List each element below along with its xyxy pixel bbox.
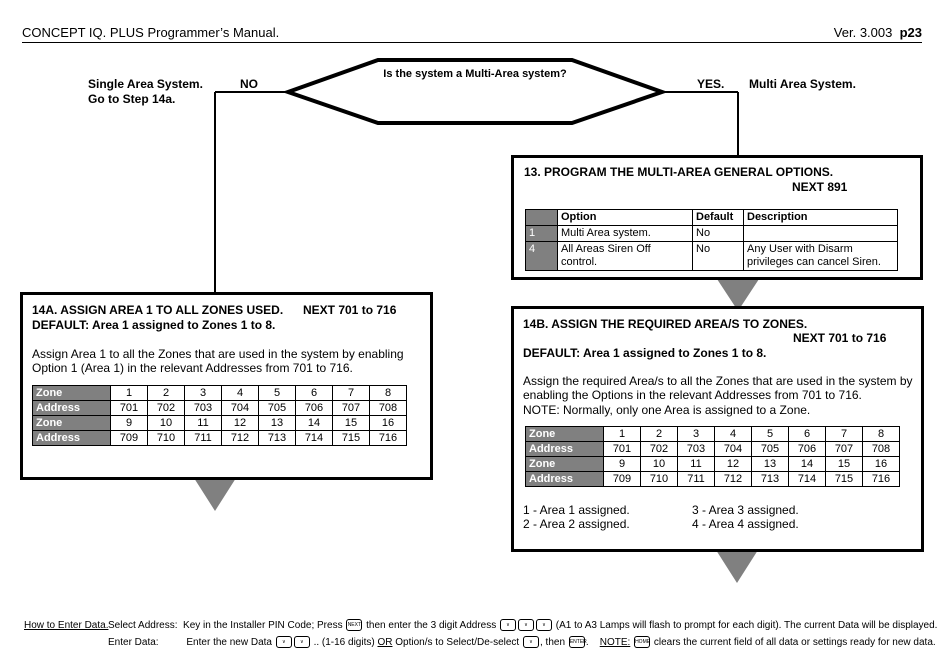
digit-key-icon: ∨ <box>536 619 552 631</box>
step14b-default: DEFAULT: Area 1 assigned to Zones 1 to 8. <box>523 346 767 360</box>
step14a-title: 14A. ASSIGN AREA 1 TO ALL ZONES USED. <box>32 303 284 317</box>
step14b-next: NEXT 701 to 716 <box>793 331 887 345</box>
enter-label: Enter Data: <box>108 637 159 648</box>
zone-cell: 9 <box>111 416 148 431</box>
next-key-icon: NEXT <box>346 619 362 631</box>
zone-cell: 4 <box>222 386 259 401</box>
address-row <box>526 442 900 457</box>
step13-box <box>511 155 923 280</box>
step13-next: NEXT 891 <box>792 180 848 194</box>
step14a-box <box>20 292 433 480</box>
address-cell: 715 <box>333 431 370 446</box>
step14a-text: Assign Area 1 to all the Zones that are used in the system by enabling Option 1 (Area 1) in the relevant Addresses from 701 to 716. <box>32 347 404 375</box>
address-cell: 701 <box>111 401 148 416</box>
address-cell: 713 <box>259 431 296 446</box>
zone-label: Zone <box>33 416 111 431</box>
zone-cell: 7 <box>333 386 370 401</box>
note-text: clears the current field of all data or settings ready for new data. <box>653 637 936 648</box>
zone-cell: 8 <box>863 427 900 442</box>
step13-title: 13. PROGRAM THE MULTI-AREA GENERAL OPTIONS. <box>524 165 834 179</box>
zone-cell: 4 <box>715 427 752 442</box>
address-label: Address <box>33 431 111 446</box>
select-label: Select Address: <box>108 620 178 631</box>
zone-label: Zone <box>526 457 604 472</box>
home-key-icon: HOME <box>634 636 650 648</box>
select-text-b: then enter the 3 digit Address <box>366 620 497 631</box>
address-label: Address <box>33 401 111 416</box>
address-cell: 706 <box>296 401 333 416</box>
option-default: No <box>693 226 744 242</box>
zone-cell: 8 <box>370 386 407 401</box>
arrow-14a-down <box>194 478 236 511</box>
option-name: All Areas Siren Off control. <box>558 242 693 271</box>
default-header: Default <box>693 210 744 226</box>
zone-cell: 5 <box>259 386 296 401</box>
zone-cell: 3 <box>678 427 715 442</box>
address-cell: 714 <box>296 431 333 446</box>
address-cell: 707 <box>333 401 370 416</box>
step14a-default: DEFAULT: Area 1 assigned to Zones 1 to 8. <box>32 318 276 332</box>
address-cell: 701 <box>604 442 641 457</box>
address-cell: 702 <box>641 442 678 457</box>
zone-cell: 1 <box>604 427 641 442</box>
address-cell: 705 <box>259 401 296 416</box>
zone-cell: 16 <box>370 416 407 431</box>
address-cell: 709 <box>111 431 148 446</box>
option-name: Multi Area system. <box>558 226 693 242</box>
digit-key-icon: ∨ <box>500 619 516 631</box>
address-cell: 705 <box>752 442 789 457</box>
area-option-2: 2 - Area 2 assigned. <box>523 517 630 531</box>
description-header: Description <box>744 210 898 226</box>
option-default: No <box>693 242 744 271</box>
address-cell: 712 <box>715 472 752 487</box>
arrow-14b-down <box>716 550 758 583</box>
how-to-label: How to Enter Data. <box>24 620 109 631</box>
zone-cell: 14 <box>789 457 826 472</box>
zone-cell: 12 <box>715 457 752 472</box>
enter-text-c: Option/s to Select/De-select <box>395 637 520 648</box>
step14a-next: NEXT 701 to 716 <box>303 303 397 317</box>
enter-text-a: Enter the new Data <box>186 637 272 648</box>
decision-no: NO <box>240 77 258 91</box>
zone-cell: 5 <box>752 427 789 442</box>
multi-area-label: Multi Area System. <box>749 77 856 91</box>
address-row <box>526 472 900 487</box>
zone-row <box>33 416 407 431</box>
address-cell: 714 <box>789 472 826 487</box>
zone-cell: 13 <box>752 457 789 472</box>
address-cell: 706 <box>789 442 826 457</box>
zone-row <box>526 457 900 472</box>
address-cell: 711 <box>678 472 715 487</box>
address-cell: 703 <box>678 442 715 457</box>
address-cell: 716 <box>370 431 407 446</box>
zone-cell: 2 <box>641 427 678 442</box>
enter-key-icon: ENTER <box>569 636 585 648</box>
address-cell: 710 <box>641 472 678 487</box>
num-header <box>526 210 558 226</box>
digit-key-icon: ∨ <box>523 636 539 648</box>
address-cell: 711 <box>185 431 222 446</box>
single-area-line1: Single Area System. <box>88 77 203 91</box>
step14a-zone-table <box>32 385 407 446</box>
zone-row <box>526 427 900 442</box>
decision-question: Is the system a Multi-Area system? <box>383 68 567 80</box>
option-number: 1 <box>526 226 558 242</box>
step14b-box <box>511 306 924 552</box>
note-label: NOTE: <box>599 637 631 648</box>
version: Ver. 3.003 <box>833 25 893 40</box>
zone-cell: 16 <box>863 457 900 472</box>
digit-key-icon: ∨ <box>276 636 292 648</box>
address-cell: 709 <box>604 472 641 487</box>
option-number: 4 <box>526 242 558 271</box>
option-header: Option <box>558 210 693 226</box>
zone-cell: 10 <box>148 416 185 431</box>
digit-key-icon: ∨ <box>294 636 310 648</box>
address-cell: 704 <box>715 442 752 457</box>
table-row <box>526 242 898 271</box>
option-description <box>744 226 898 242</box>
option-description: Any User with Disarm privileges can cancel Siren. <box>744 242 898 271</box>
or-label: OR <box>377 637 393 648</box>
area-option-3: 3 - Area 3 assigned. <box>692 503 799 517</box>
address-cell: 704 <box>222 401 259 416</box>
enter-data-line: Enter Data: Enter the new Data ∨ ∨ .. (1-16 digits) OR Option/s to Select/De-select ∨ , then ENTER. NOTE: HOME clears the current field of all data or settings ready for new data. <box>108 637 936 648</box>
digit-key-icon: ∨ <box>518 619 534 631</box>
area-option-1: 1 - Area 1 assigned. <box>523 503 630 517</box>
how-to-enter-data <box>24 619 108 632</box>
address-cell: 715 <box>826 472 863 487</box>
zone-cell: 6 <box>789 427 826 442</box>
address-cell: 702 <box>148 401 185 416</box>
step14b-text: Assign the required Area/s to all the Zones that are used in the system by enabling the Options in the relevant Addresses from 701 to 716. <box>523 374 913 402</box>
manual-title: CONCEPT IQ. PLUS Programmer’s Manual. <box>22 25 280 40</box>
step14b-title: 14B. ASSIGN THE REQUIRED AREA/S TO ZONES. <box>523 317 808 331</box>
zone-cell: 12 <box>222 416 259 431</box>
single-area-label <box>88 77 203 107</box>
table-header-row <box>526 210 898 226</box>
enter-text-d: , then <box>540 637 566 648</box>
address-cell: 707 <box>826 442 863 457</box>
enter-text-b: .. (1-16 digits) <box>313 637 375 648</box>
table-row <box>526 226 898 242</box>
zone-cell: 15 <box>826 457 863 472</box>
zone-cell: 6 <box>296 386 333 401</box>
zone-cell: 14 <box>296 416 333 431</box>
address-cell: 708 <box>370 401 407 416</box>
address-row <box>33 431 407 446</box>
decision-yes: YES. <box>697 77 725 91</box>
address-cell: 716 <box>863 472 900 487</box>
address-cell: 710 <box>148 431 185 446</box>
zone-cell: 11 <box>185 416 222 431</box>
step14b-note: NOTE: Normally, only one Area is assigned to a Zone. <box>523 403 811 417</box>
zone-cell: 15 <box>333 416 370 431</box>
page-number: p23 <box>899 25 922 40</box>
zone-cell: 2 <box>148 386 185 401</box>
zone-cell: 10 <box>641 457 678 472</box>
address-label: Address <box>526 472 604 487</box>
zone-label: Zone <box>33 386 111 401</box>
address-cell: 712 <box>222 431 259 446</box>
area-option-4: 4 - Area 4 assigned. <box>692 517 799 531</box>
select-text-c: (A1 to A3 Lamps will flash to prompt for each digit). The current Data will be displayed. <box>555 620 938 631</box>
zone-cell: 7 <box>826 427 863 442</box>
address-label: Address <box>526 442 604 457</box>
select-address-line <box>108 619 937 632</box>
address-cell: 703 <box>185 401 222 416</box>
zone-cell: 3 <box>185 386 222 401</box>
step13-options-table <box>525 209 898 271</box>
zone-cell: 11 <box>678 457 715 472</box>
address-row <box>33 401 407 416</box>
select-text-a: Key in the Installer PIN Code; Press <box>183 620 343 631</box>
zone-cell: 1 <box>111 386 148 401</box>
zone-cell: 9 <box>604 457 641 472</box>
address-cell: 708 <box>863 442 900 457</box>
zone-label: Zone <box>526 427 604 442</box>
single-area-line2: Go to Step 14a. <box>88 92 176 106</box>
address-cell: 713 <box>752 472 789 487</box>
zone-row <box>33 386 407 401</box>
step14b-zone-table <box>525 426 900 487</box>
zone-cell: 13 <box>259 416 296 431</box>
